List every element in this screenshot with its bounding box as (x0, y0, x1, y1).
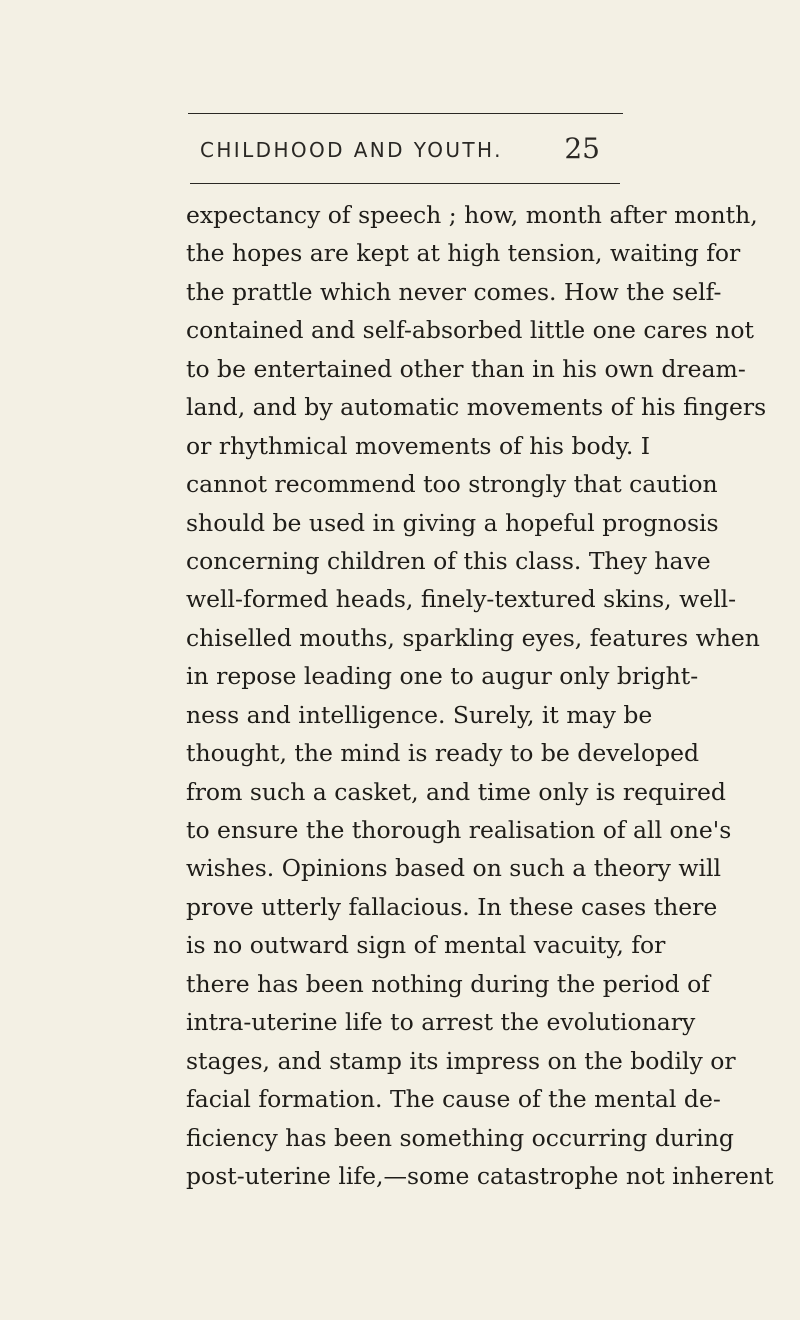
text-line: intra-uterine life to arrest the evolutionary (186, 1008, 696, 1037)
text-line: should be used in giving a hopeful prognosis (186, 508, 719, 537)
text-line: ness and intelligence. Surely, it may be (186, 700, 653, 729)
text-line: facial formation. The cause of the mental de- (186, 1085, 721, 1114)
text-line: there has been nothing during the period of (186, 969, 710, 998)
text-line: is no outward sign of mental vacuity, for (186, 931, 666, 960)
text-line: the prattle which never comes. How the self- (186, 277, 722, 306)
text-line: well-formed heads, finely-textured skins, well- (186, 585, 737, 614)
page-number: 25 (564, 132, 600, 165)
text-line: thought, the mind is ready to be developed (186, 739, 700, 768)
text-line: or rhythmical movements of his body. I (186, 431, 651, 460)
text-line: expectancy of speech ; how, month after month, (186, 201, 758, 229)
running-title: CHILDHOOD AND YOUTH. (200, 138, 503, 162)
text-line: cannot recommend too strongly that caution (186, 470, 718, 499)
text-line: in repose leading one to augur only bright- (186, 662, 699, 691)
text-line: contained and self-absorbed little one cares not (186, 316, 754, 345)
body-text (186, 196, 774, 1195)
running-head (200, 132, 630, 172)
text-line: ficiency has been something occurring during (186, 1123, 734, 1152)
text-line: from such a casket, and time only is required (186, 777, 726, 806)
text-line: to ensure the thorough realisation of all one's (186, 816, 732, 844)
text-line: to be entertained other than in his own dream- (186, 354, 746, 383)
text-line: concerning children of this class. They have (186, 546, 711, 575)
header-rule-bottom (190, 183, 620, 184)
text-line: chiselled mouths, sparkling eyes, features when (186, 623, 760, 652)
text-line: wishes. Opinions based on such a theory will (186, 854, 722, 883)
text-line: stages, and stamp its impress on the bodily or (186, 1046, 736, 1075)
text-line: land, and by automatic movements of his fingers (186, 393, 767, 422)
header-rule-top (188, 113, 623, 114)
text-line: the hopes are kept at high tension, waiting for (186, 239, 741, 268)
text-line: post-uterine life,—some catastrophe not inherent (186, 1161, 774, 1190)
text-line: prove utterly fallacious. In these cases there (186, 892, 718, 921)
